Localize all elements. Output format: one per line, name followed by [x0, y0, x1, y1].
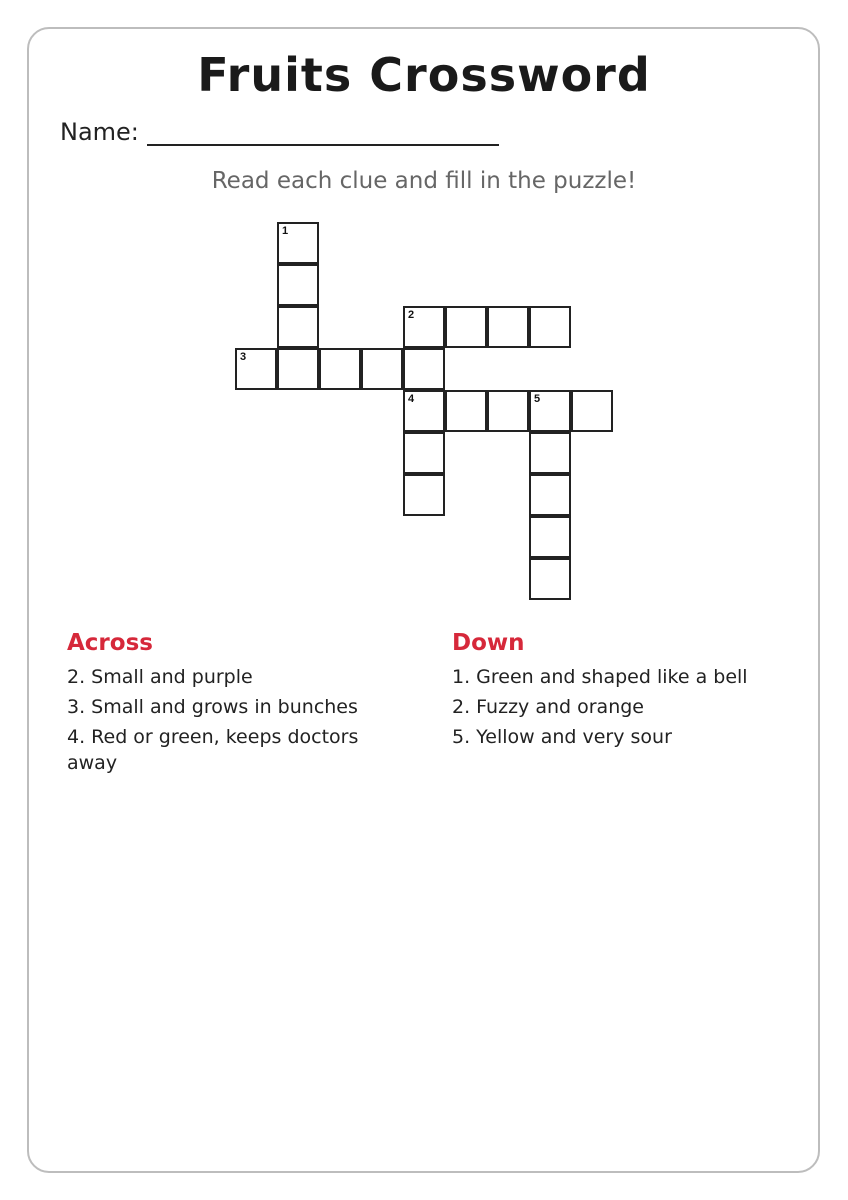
clue-number: 5	[534, 393, 541, 405]
crossword-cell[interactable]	[235, 348, 277, 390]
crossword-cell[interactable]	[277, 348, 319, 390]
crossword-cell[interactable]	[529, 558, 571, 600]
clue-number: 1	[282, 225, 289, 237]
across-clue: 4. Red or green, keeps doctors away	[67, 726, 359, 774]
crossword-cell[interactable]	[529, 306, 571, 348]
crossword-cell[interactable]	[403, 306, 445, 348]
crossword-cell[interactable]	[529, 390, 571, 432]
down-clues	[452, 630, 782, 754]
down-clue: 5. Yellow and very sour	[452, 726, 672, 748]
across-clues	[67, 630, 397, 780]
crossword-cell[interactable]	[529, 516, 571, 558]
clue-number: 4	[408, 393, 415, 405]
crossword-cell[interactable]	[277, 306, 319, 348]
across-clue: 2. Small and purple	[67, 666, 253, 688]
crossword-cell[interactable]	[529, 432, 571, 474]
clue-number: 2	[408, 309, 415, 321]
down-clue: 2. Fuzzy and orange	[452, 696, 644, 718]
crossword-cell[interactable]	[277, 264, 319, 306]
crossword-cell[interactable]	[403, 390, 445, 432]
worksheet-title: Fruits Crossword	[197, 48, 651, 102]
across-heading: Across	[67, 630, 153, 656]
crossword-cell[interactable]	[361, 348, 403, 390]
instructions: Read each clue and fill in the puzzle!	[211, 168, 637, 194]
crossword-cell[interactable]	[445, 390, 487, 432]
crossword-cell[interactable]	[529, 474, 571, 516]
name-label: Name:	[60, 118, 139, 146]
crossword-cell[interactable]	[277, 222, 319, 264]
crossword-cell[interactable]	[403, 432, 445, 474]
down-clue: 1. Green and shaped like a bell	[452, 666, 748, 688]
crossword-cell[interactable]	[403, 474, 445, 516]
crossword-cell[interactable]	[487, 306, 529, 348]
clue-number: 3	[240, 351, 247, 363]
crossword-cell[interactable]	[403, 348, 445, 390]
across-clue: 3. Small and grows in bunches	[67, 696, 358, 718]
down-heading: Down	[452, 630, 525, 656]
crossword-cell[interactable]	[319, 348, 361, 390]
crossword-cell[interactable]	[445, 306, 487, 348]
crossword-cell[interactable]	[571, 390, 613, 432]
crossword-cell[interactable]	[487, 390, 529, 432]
